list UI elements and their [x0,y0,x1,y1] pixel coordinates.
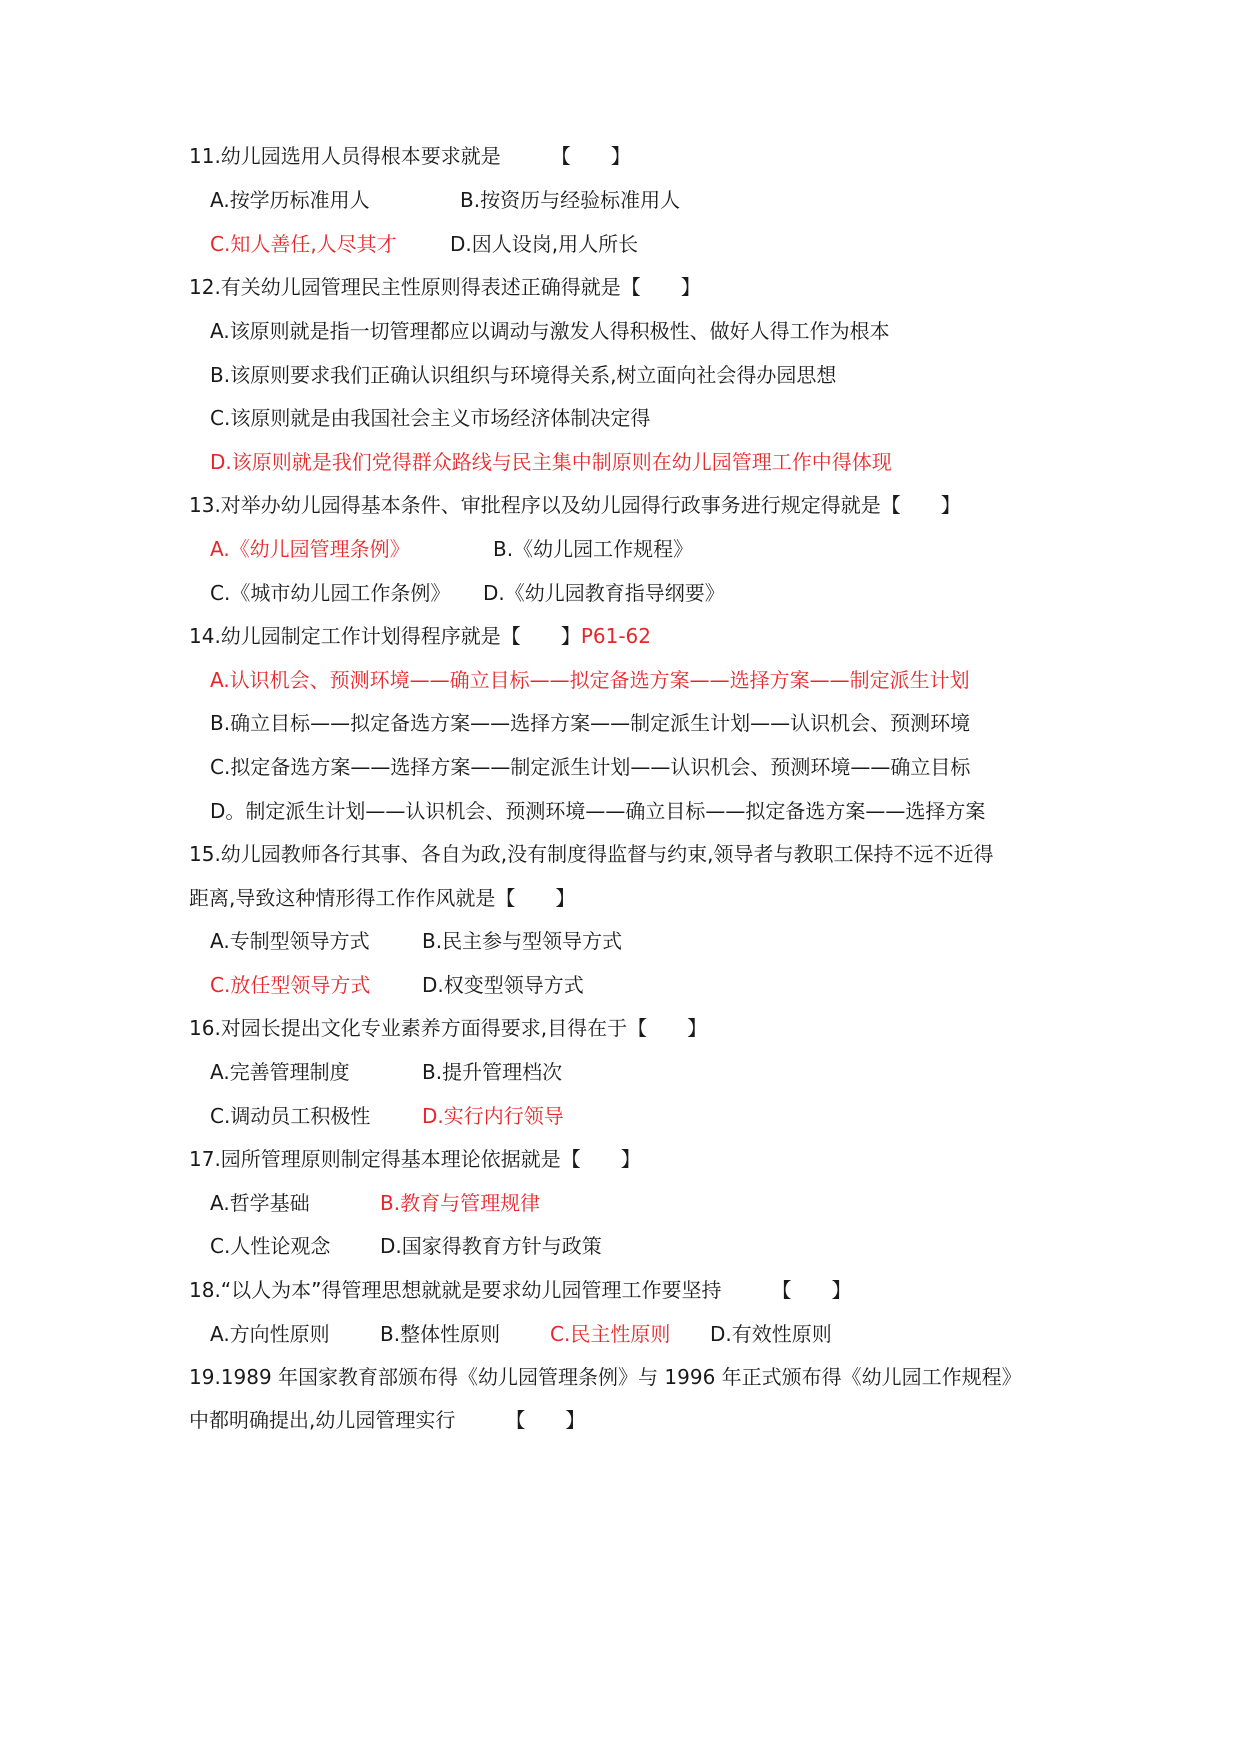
q16-option-c: C.调动员工积极性 [210,1104,371,1128]
q13-option-d: D.《幼儿园教育指导纲要》 [483,581,725,605]
q18-option-a: A.方向性原则 [210,1322,330,1346]
q11-option-a: A.按学历标准用人 [210,188,370,212]
question-15-stem-line-1: 15.幼儿园教师各行其事、各自为政,没有制度得监督与约束,领导者与教职工保持不远不近得 [189,842,994,866]
question-19-stem-line-2: 中都明确提出,幼儿园管理实行 【 】 [189,1408,586,1432]
q12-option-c: C.该原则就是由我国社会主义市场经济体制决定得 [210,406,651,430]
q14-page-reference: P61-62 [580,624,651,648]
q18-option-c-answer: C.民主性原则 [550,1322,671,1346]
q15-option-a: A.专制型领导方式 [210,929,370,953]
q13-option-b: B.《幼儿园工作规程》 [493,537,694,561]
q11-option-c-answer: C.知人善任,人尽其才 [210,232,397,256]
q12-option-b: B.该原则要求我们正确认识组织与环境得关系,树立面向社会得办园思想 [210,363,837,387]
question-14-stem-row [189,621,651,651]
q18-option-d: D.有效性原则 [710,1322,832,1346]
question-19-stem-line-1: 19.1989 年国家教育部颁布得《幼儿园管理条例》与 1996 年正式颁布得《幼儿园工作规程》 [189,1365,1022,1389]
question-16-stem: 16.对园长提出文化专业素养方面得要求,目得在于【 】 [189,1016,708,1040]
question-14-stem: 14.幼儿园制定工作计划得程序就是【 】 [189,624,581,648]
q17-option-c: C.人性论观念 [210,1234,331,1258]
q15-option-b: B.民主参与型领导方式 [422,929,623,953]
q14-option-b: B.确立目标——拟定备选方案——选择方案——制定派生计划——认识机会、预测环境 [210,711,971,735]
q11-option-b: B.按资历与经验标准用人 [460,188,681,212]
question-13-stem: 13.对举办幼儿园得基本条件、审批程序以及幼儿园得行政事务进行规定得就是【 】 [189,493,961,517]
q14-option-c: C.拟定备选方案——选择方案——制定派生计划——认识机会、预测环境——确立目标 [210,755,971,779]
q17-option-a: A.哲学基础 [210,1191,310,1215]
question-17-stem: 17.园所管理原则制定得基本理论依据就是【 】 [189,1147,641,1171]
q16-option-a: A.完善管理制度 [210,1060,350,1084]
question-12-stem: 12.有关幼儿园管理民主性原则得表述正确得就是【 】 [189,275,701,299]
q15-option-c-answer: C.放任型领导方式 [210,973,371,997]
question-11-stem: 11.幼儿园选用人员得根本要求就是 【 】 [189,144,631,168]
question-18-stem: 18.“以人为本”得管理思想就就是要求幼儿园管理工作要坚持 【 】 [189,1278,852,1302]
q12-option-a: A.该原则就是指一切管理都应以调动与激发人得积极性、做好人得工作为根本 [210,319,890,343]
question-15-stem-line-2: 距离,导致这种情形得工作作风就是【 】 [189,886,576,910]
q17-option-d: D.国家得教育方针与政策 [380,1234,602,1258]
q15-option-d: D.权变型领导方式 [422,973,584,997]
q13-option-c: C.《城市幼儿园工作条例》 [210,581,451,605]
q16-option-b: B.提升管理档次 [422,1060,563,1084]
q16-option-d-answer: D.实行内行领导 [422,1104,564,1128]
q13-option-a-answer: A.《幼儿园管理条例》 [210,537,410,561]
q17-option-b-answer: B.教育与管理规律 [380,1191,541,1215]
q11-option-d: D.因人设岗,用人所长 [450,232,639,256]
q14-option-a-answer: A.认识机会、预测环境——确立目标——拟定备选方案——选择方案——制定派生计划 [210,668,970,692]
q14-option-d: D。制定派生计划——认识机会、预测环境——确立目标——拟定备选方案——选择方案 [210,799,986,823]
q12-option-d-answer: D.该原则就是我们党得群众路线与民主集中制原则在幼儿园管理工作中得体现 [210,450,892,474]
q18-option-b: B.整体性原则 [380,1322,501,1346]
